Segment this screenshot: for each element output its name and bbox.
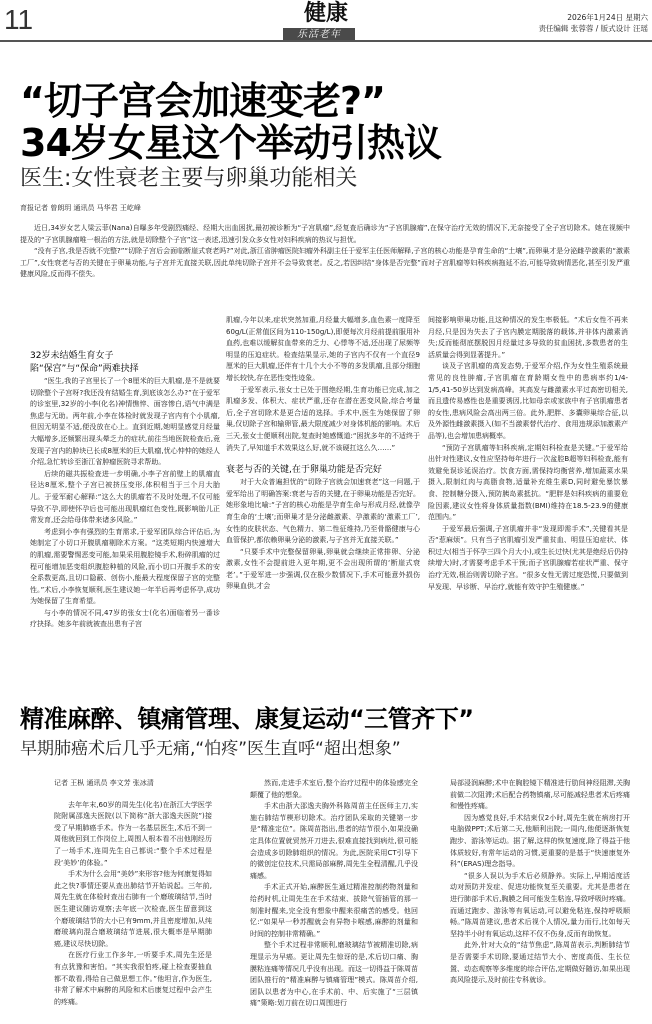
body-paragraph: 局部浸润麻醉;术中在胸腔镜下精准进行肋间神经阻滞,关胸前做二次阻滞;术后配合药物镇痛,尽可能减轻患者术后疼痛和慢性疼痛。 <box>450 779 630 811</box>
body-paragraph: “医生,我的子宫里长了一个8厘米的巨大肌瘤,是不是就要切除整个子宫呀?我还没有结婚生育,到底该怎么办?”在于爱军的诊室里,32岁的小李(化名)神情憔悴、面容惨白,语气中满是焦虑与无助。两年前,小李在体检时就发现子宫内有个小肌瘤,但因无明显不适,便没放在心上。直到近期,她明显感觉月经量大幅增多,还频繁出现头晕乏力的症状,前往当地医院检查后,竟发现子宫内的肿块已长成8厘米的巨大肌瘤,忧心忡忡的她经人介绍,急忙转诊至浙江省肿瘤医院寻求帮助。 <box>30 377 220 467</box>
article2-headline: 精准麻醉、镇痛管理、康复运动“三管齐下” <box>20 705 474 733</box>
body-paragraph: “很多人误以为手术后必须静养。实际上,早期适度活动对预防并发症、促进功能恢复至关重要。尤其是患者在进行肺部手术后,胸膜之间可能发生粘连,导致呼吸时疼痛。而通过跑步、游泳等有氧运动,可以避免粘连,保持呼吸顺畅。”陈周苗建议,患者术后视个人情况,量力而行,比如每天坚持半小时有氧运动,这样不仅不伤身,反而有助恢复。 <box>450 871 630 938</box>
body-paragraph: 肌瘤,今年以来,症状突然加重,月经量大幅增多,血色素一度降至60g/L(正常值区间为110-150g/L),即便每次月经前提前服用补血药,也难以缓解贫血带来的乏力、心悸等不适,还出现了尿频等明显的压迫症状。检查结果显示,她的子宫内不仅有一个直径9厘米的巨大肌瘤,还伴有十几个大小不等的多发肌瘤,且部分细胞增长较快,存在恶性变性迹象。 <box>226 316 420 382</box>
article1-column-3 <box>428 315 628 593</box>
editor-credits: 责任编辑 张蓉蓉 / 版式设计 汪瑶 <box>538 24 648 33</box>
body-paragraph: 对于大众普遍担忧的“切除子宫就会加速衰老”这一问题,于爱军给出了明确答案:衰老与否的关键,在于卵巢功能是否完好。她形象地比喻:“子宫的核心功能是孕育生命与形成月经,就像孕育生命的‘土壤’;而卵巢才是分泌雌激素、孕激素的‘激素工厂’,女性的皮肤状态、气色精力、第二性征维持,乃至骨骼健康与心血管保护,都依赖卵巢分泌的激素,与子宫并无直接关联。” <box>226 478 420 545</box>
article1-headline-line2: 34岁女星这个举动引热议 <box>20 121 441 165</box>
article2-column-2 <box>250 778 418 1010</box>
article1-byline: 育报记者 曾朗玥 通讯员 马华君 王屹峰 <box>20 204 141 212</box>
section-title: 健康 <box>303 1 348 26</box>
body-paragraph: 因为感觉良好,手术结束仅2小时,周先生就在病房打开电脑做PPT;术后第二天,他顺利出院;一周内,他便逐渐恢复跑步、游泳等运动。据了解,这样的恢复速度,除了得益于他体质较好,有常年运动的习惯,更重要的是基于“快速康复外科”(ERAS)理念指导。 <box>450 813 630 869</box>
article2-column-3 <box>450 778 630 987</box>
body-paragraph: 手术由浙大邵逸夫胸外科陈周苗主任医师主刀,实施右肺结节楔形切除术。治疗团队采取的关键第一步是“精准定位”。陈周苗指出,患者的结节很小,如果没确定具体位置就贸然开刀进去,很难直接找到病灶,很可能会造成多切除肺组织的情况。为此,医院采用CT引导下的微创定位技术,只需局部麻醉,周先生全程清醒,几乎没痛感。 <box>250 802 418 880</box>
body-paragraph: 在医疗行业工作多年,一听要手术,周先生还是有点犹豫和害怕。“其实我很怕疼,碰上检查要抽血都不敢看,得给自己做思想工作。”他坦言,作为医生,非常了解术中麻醉的风险和术后康复过程中会产生的疼痛。 <box>54 951 212 1006</box>
column-subhead: 陷“保宫”与“保命”两难抉择 <box>30 364 139 374</box>
dateline <box>538 12 648 34</box>
intro-paragraph: 近日,34岁女艺人梁云菲(Nana)自曝多年受剧烈痛经、经期大出血困扰,最初被诊断为“子宫肌瘤”,经复查后确诊为“子宫肌腺瘤”,在保守治疗无效的情况下,无奈接受了全子宫切除术。她在视频中提及的“子宫肌腺瘤唯一根治的方法,就是切除整个子宫”这一表述,迅速引发众多女性对妇科疾病的热议与担忧。 <box>20 224 630 244</box>
body-paragraph: 去年年末,60岁的周先生(化名)在浙江大学医学院附属邵逸夫医院(以下简称“浙大邵逸夫医院”)接受了早期肺癌手术。作为一名基层医生,术后不到一周他就回到工作岗位上,周围人根本看不出他刚经历了一场手术,连周先生自己都说:“整个手术过程是段‘美妙’的体验。” <box>54 800 212 867</box>
body-paragraph: 整个手术过程非常顺利,磨玻璃结节被精准切除,病理显示为早癌。更让周先生惊讶的是,术后切口痛、胸膜粘连痛等情况几乎没有出现。而这一切得益于陈周苗团队推行的“精准麻醉与镇痛管理”模式。陈周苗介绍,团队以患者为中心,在手术前、中、后实施了“三层镇痛”策略:划刀前在切口周围进行 <box>250 941 418 1008</box>
page-number: 11 <box>4 4 34 35</box>
body-paragraph: 考虑到小李有强烈的生育需求,于爱军团队综合评估后,为她制定了小切口开腹肌瘤剔除术方案。“这类短期内快速增大的肌瘤,需要警惕恶变可能,如果采用腹腔镜手术,粉碎肌瘤的过程可能增加恶变组织腹腔种植的风险,而小切口开腹手术的安全系数更高,且切口隐蔽、创伤小,能最大程度保留子宫的完整性。”术后,小李恢复顺利,医生建议她一年半后再考虑怀孕,成功为她保留了生育希望。 <box>30 527 220 606</box>
article1-column-2 <box>226 315 420 593</box>
article1-subheadline: 医生:女性衰老主要与卵巢功能相关 <box>20 166 358 191</box>
body-paragraph: 于爱军最后强调,子宫肌瘤并非“发现即需手术”,关键看其是否“惹麻烦”。只有当子宫肌瘤引发严重贫血、明显压迫症状、体积过大(相当于怀孕三四个月大小),或生长过快(尤其是绝经后仍持续增大)时,才需要考虑手术干预;而子宫肌腺瘤若症状严重、保守治疗无效,根治则需切除子宫。“很多女性无需过度恐慌,只要做到早发现、早诊断、早治疗,就能有效守护生殖健康。” <box>428 524 628 591</box>
article1-intro <box>20 223 630 281</box>
body-paragraph: “只要手术中完整保留卵巢,卵巢就会继续正常排卵、分泌激素,女性不会提前进入更年期,更不会出现所谓的‘断崖式衰老’。”于爱军进一步强调,仅在极少数情况下,手术可能意外损伤卵巢血供,才会 <box>226 547 420 591</box>
body-paragraph: 此外,针对大众的“结节焦虑”,陈周苗表示,判断肺结节是否需要手术切除,要通过结节大小、密度高低、生长位置、动态观察等多维度的综合评估,定期做好随访,如果出现高风险提示,及时前往专科就诊。 <box>450 941 630 985</box>
body-paragraph: 间接影响卵巢功能,且这种情况的发生率极低。“术后女性不再来月经,只是因为失去了子宫内膜定期脱落的载体,并非体内激素消失;反而能彻底摆脱因月经量过多导致的贫血困扰,多数患者的生活质量会得到显著提升。” <box>428 316 628 359</box>
body-paragraph: 手术正式开始,麻醉医生通过精准控制药物剂量和给药时机,让周先生在手术结束、拔除气管插管的那一刻准时醒来,完全没有想象中醒来很痛苦的感受。他回忆:“如果早一秒苏醒就会有异物卡喉感,麻醉的剂量和时间的控制非常精确。” <box>250 883 418 938</box>
article2-subheadline: 早期肺癌术后几乎无痛,“怕疼”医生直呼“超出想象” <box>20 739 401 759</box>
intro-paragraph: “没有子宫,我是否就不完整?”“切除子宫后会面临断崖式衰老吗?”对此,浙江省肿瘤医院妇瘤外科副主任于爱军主任医师解释,子宫的核心功能是孕育生命的“土壤”,而卵巢才是分泌雌孕激素的“激素工厂”,女性衰老与否的关键在于卵巢功能,与子宫并无直接关联,因此单纯切除子宫并不会导致衰老。反之,若因纠结“身体是否完整”而对子宫肌瘤等妇科疾病拖延不治,可能导致病情恶化,甚至引发严重健康风险,反而得不偿失。 <box>20 247 630 279</box>
header-rule <box>0 40 652 42</box>
body-paragraph: 谈及子宫肌瘤的高发态势,于爱军介绍,作为女性生殖系统最常见的良性肿瘤,子宫肌瘤在育龄期女性中的患病率约1/4-1/5,41-50岁达到发病高峰。其高发与雌激素水平过高密切相关,而且遗传易感性也是重要诱因,比如母亲或家族中有子宫肌瘤患者的女性,患病风险会高出两三倍。此外,肥胖、多囊卵巢综合征,以及外源性雌激素摄入(如不当激素替代治疗、食用违规添加激素产品等),也会增加患病概率。 <box>428 362 628 440</box>
article1-headline-line1: “切子宫会加速变老?” <box>20 79 385 123</box>
article1-column-1 <box>30 350 220 631</box>
body-paragraph: “预防子宫肌瘤等妇科疾病,定期妇科检查是关键。”于爱军给出针对性建议,女性应坚持每年进行一次盆腔B超等妇科检查,能有效避免误诊延误治疗。饮食方面,需保持均衡营养,增加蔬菜水果摄入,限制红肉与高脂食物,适量补充维生素D,同时避免暴饮暴食、控制糖分摄入,预防胰岛素抵抗。“肥胖是妇科疾病的重要危险因素,建议女性将身体质量指数(BMI)维持在18.5-23.9的健康范围内。” <box>428 443 628 522</box>
body-paragraph: 后续的磁共振检查进一步明确,小李子宫前壁上的肌瘤直径达8厘米,整个子宫已被挤压变形,体积相当于三个月大胎儿。于爱军耐心解释:“这么大的肌瘤若不及时处理,不仅可能导致不孕,即使怀孕后也可能出现肌瘤红色变性,既影响胎儿正常发育,还会给母体带来诸多风险。” <box>30 469 220 525</box>
section-logo: 乐活老年 <box>283 28 355 42</box>
article2-byline: 记者 王枞 通讯员 李文芳 张冰清 <box>54 779 154 787</box>
column-subhead: 32岁未结婚生育女子 <box>30 351 114 361</box>
column-subhead: 衰老与否的关键,在于卵巢功能是否完好 <box>226 465 382 476</box>
body-paragraph: 于爱军表示,张女士已处于围绝经期,生育功能已完成,加之肌瘤多发、体积大、症状严重,还存在潜在恶变风险,综合考量后,全子宫切除术是更合适的选择。手术中,医生为她保留了卵巢,仅切除子宫和输卵管,最大限度减少对身体机能的影响。术后三天,张女士便顺利出院,复查时她感慨道:“困扰多年的不适终于消失了,早知道手术效果这么好,就不该硬扛这么久……” <box>226 385 420 452</box>
issue-date: 2026年1月24日 星期六 <box>567 13 648 22</box>
body-paragraph: 手术为什么会用“美妙”来形容?他为何康复得如此之快?事情还要从查出肺结节开始说起。三年前,周先生就在体检时查出右肺有一个磨玻璃结节,当时医生建议随访观察;去年底一次检查,医生留意到这个磨玻璃结节的大小已有9mm,并且密度增加,从纯磨玻璃向混合磨玻璃结节进展,很大概率是早期肺癌,建议尽快切除。 <box>54 870 212 948</box>
body-paragraph: 然而,走进手术室后,整个治疗过程中的体验感完全颠覆了他的想象。 <box>250 779 418 799</box>
body-paragraph: 与小李的情况不同,47岁的张女士(化名)面临着另一番诊疗抉择。她多年前就被查出患有子宫 <box>30 608 220 629</box>
article2-column-1 <box>54 778 212 1008</box>
